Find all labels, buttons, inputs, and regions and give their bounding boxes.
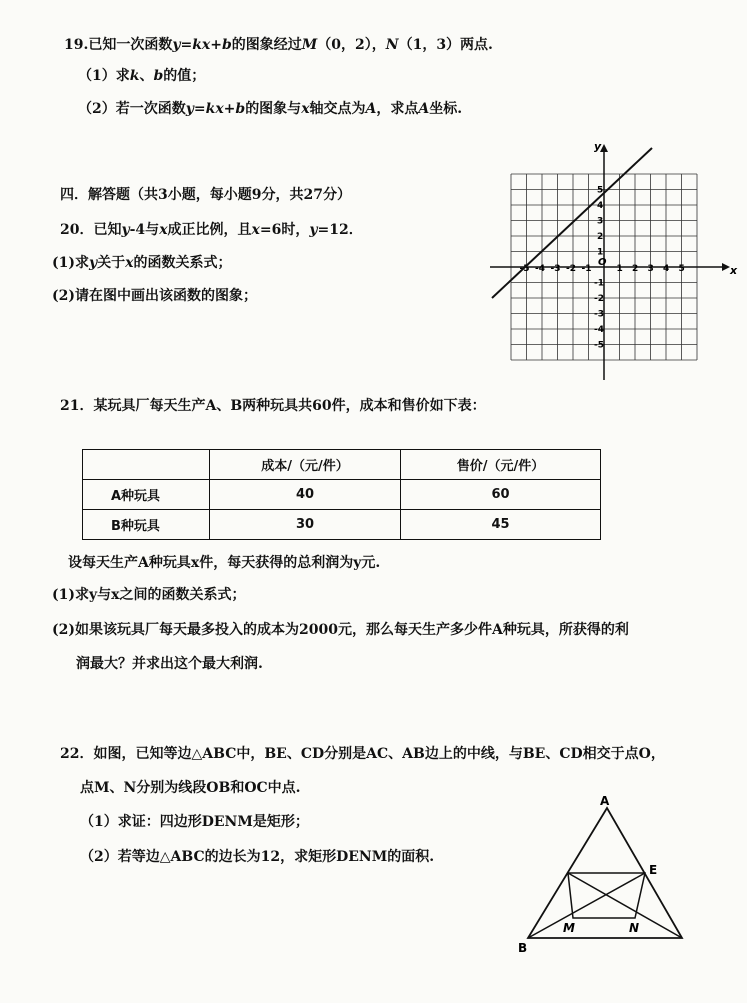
x-tick-label: 4: [663, 264, 670, 274]
x-tick-label: 1: [616, 264, 623, 274]
y-tick-label: -2: [594, 294, 604, 304]
label-a: A: [600, 794, 610, 808]
table-header-cell: 售价/（元/件）: [401, 450, 601, 480]
x-tick-label: 5: [678, 264, 685, 274]
q20-stem: 20．已知y-4与x成正比例，且x=6时，y=12．: [60, 222, 363, 238]
table-row: [83, 510, 601, 540]
table-cell: 45: [401, 510, 601, 540]
x-tick-label: -5: [519, 264, 530, 274]
y-axis-arrow-icon: [600, 144, 608, 152]
y-tick-labels: [594, 186, 604, 351]
y-tick-label: 5: [597, 185, 604, 196]
section-heading: 四．解答题（共3小题，每小题9分，共27分）: [60, 187, 351, 203]
q22-part1: （1）求证：四边形DENM是矩形；: [80, 814, 309, 830]
x-tick-label: -2: [566, 264, 576, 274]
table-header-cell: [83, 450, 210, 480]
y-tick-label: -1: [594, 278, 604, 289]
y-tick-label: 2: [597, 232, 604, 242]
q21-part2-line2: 润最大？并求出这个最大利润.: [76, 656, 263, 672]
label-m: M: [563, 921, 575, 935]
y-tick-label: 3: [597, 216, 604, 227]
cost-price-table: [82, 449, 601, 540]
table-header-row: [83, 450, 601, 480]
table-header-cell: 成本/（元/件）: [210, 450, 401, 480]
origin-label: O: [598, 257, 607, 268]
q22-part2: （2）若等边△ABC的边长为12，求矩形DENM的面积.: [80, 849, 435, 865]
q19-part2: （2）若一次函数y=kx+b的图象与x轴交点为A，求点A坐标.: [78, 101, 463, 117]
label-e: E: [649, 863, 658, 877]
graph-line: [492, 148, 652, 298]
q20-part2: (2)请在图中画出该函数的图象；: [52, 288, 257, 304]
y-tick-label: 1: [597, 247, 604, 258]
q20-part1: (1)求y关于x的函数关系式；: [52, 255, 232, 271]
x-tick-label: 2: [632, 264, 639, 274]
table-cell: 30: [210, 510, 401, 540]
triangle-figure: [515, 790, 715, 960]
table-cell: A种玩具: [83, 480, 210, 510]
q19-stem: 19.已知一次函数y=kx+b的图象经过M（0，2），N（1，3）两点.: [64, 37, 493, 53]
x-tick-label: 3: [647, 264, 654, 274]
q22-line1: 22．如图，已知等边△ABC中，BE、CD分别是AC、AB边上的中线，与BE、CD相交于点O，: [60, 746, 665, 762]
label-b: B: [518, 941, 528, 955]
table-cell: 40: [210, 480, 401, 510]
q19-number: 19.: [64, 37, 89, 53]
q19-part1: （1）求k、b的值；: [78, 68, 206, 84]
table-cell: 60: [401, 480, 601, 510]
q22-line2: 点M、N分别为线段OB和OC中点.: [80, 780, 301, 796]
q21-stem: 21．某玩具厂每天生产A、B两种玩具共60件，成本和售价如下表：: [60, 398, 486, 414]
x-axis-label: x: [730, 264, 738, 277]
table-row: [83, 480, 601, 510]
q21-setup: 设每天生产A种玩具x件，每天获得的总利润为y元.: [68, 555, 381, 571]
q21-part2-line1: (2)如果该玩具厂每天最多投入的成本为2000元，那么每天生产多少件A种玩具，所获得的利: [52, 622, 629, 638]
y-axis-label: y: [594, 140, 602, 153]
q21-part1: (1)求y与x之间的函数关系式；: [52, 587, 246, 603]
table-cell: B种玩具: [83, 510, 210, 540]
y-tick-label: -3: [594, 309, 604, 320]
x-tick-label: -3: [550, 264, 561, 274]
coordinate-grid: [490, 140, 740, 380]
y-tick-label: -5: [594, 340, 604, 351]
y-tick-label: -4: [594, 325, 604, 335]
x-tick-label: -1: [581, 264, 592, 274]
x-tick-label: -4: [535, 264, 545, 274]
label-n: N: [629, 921, 640, 935]
y-tick-label: 4: [597, 201, 604, 211]
x-axis-arrow-icon: [722, 263, 730, 271]
